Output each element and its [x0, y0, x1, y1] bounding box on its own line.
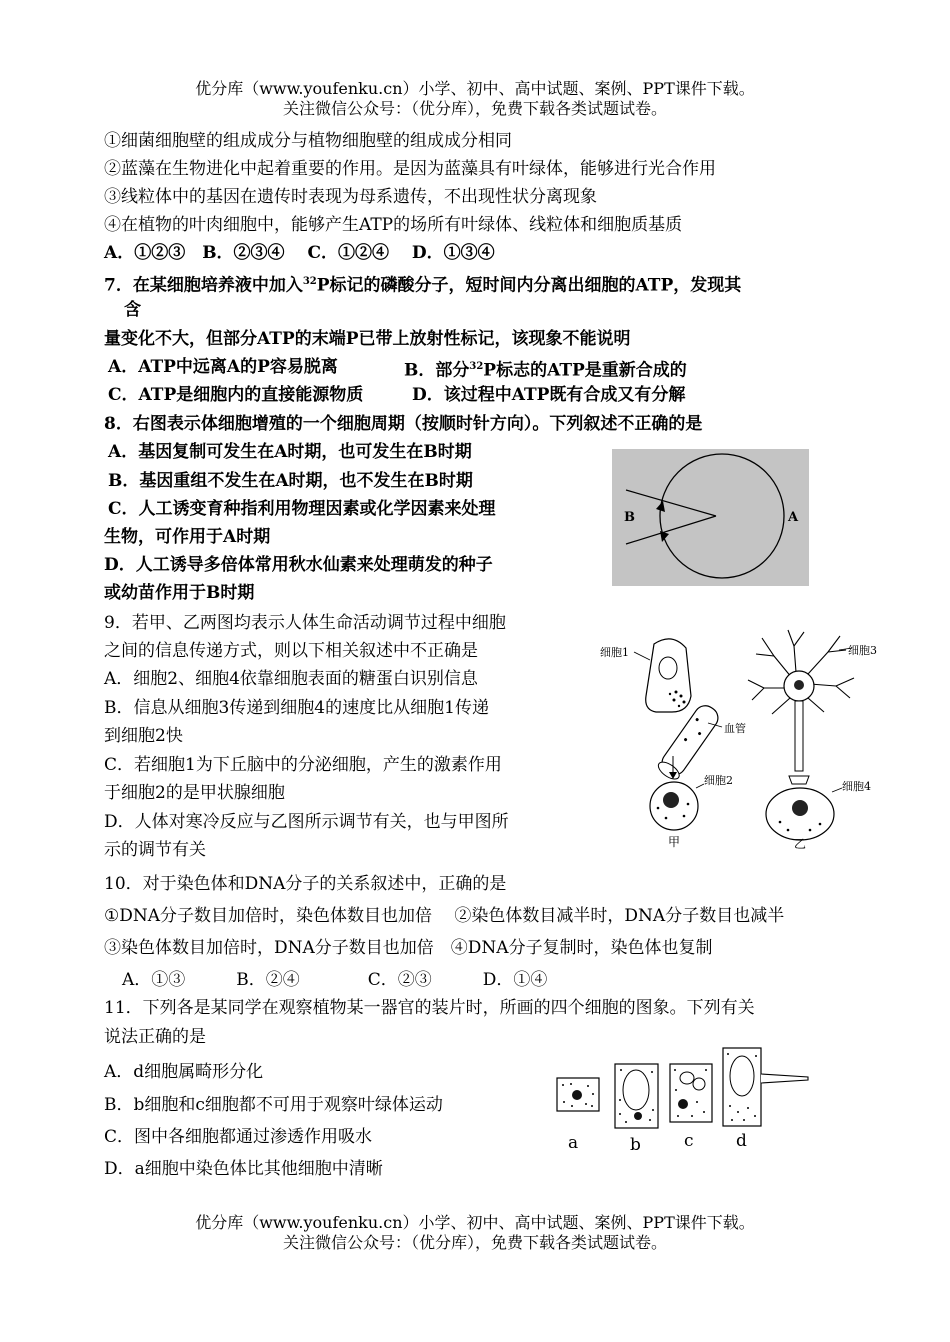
q9-option-b: B．信息从细胞3传递到细胞4的速度比从细胞1传递 [104, 698, 489, 718]
cell-b-vacuole [623, 1070, 649, 1110]
plant-cells-figure [552, 1040, 816, 1158]
q8-option-d-continued: 或幼苗作用于B时期 [104, 583, 255, 603]
q7-option-d: D．该过程中ATP既有合成又有分解 [412, 385, 686, 405]
q8-option-d: D．人工诱导多倍体常用秋水仙素来处理萌发的种子 [104, 555, 493, 575]
q7-stem [104, 271, 741, 297]
q7-superscript: 32 [302, 276, 317, 287]
q9-option-c: C．若细胞1为下丘脑中的分泌细胞，产生的激素作用 [104, 755, 502, 775]
label-cell-1: 细胞1 [600, 646, 629, 659]
footer-line-1: 优分库（www.youfenku.cn）小学、初中、高中试题、案例、PPT课件下载。 [195, 1213, 755, 1232]
q6-options: A．①②③ B．②③④ C．①②④ D．①③④ [104, 243, 495, 263]
q9-option-d: D．人体对寒冷反应与乙图所示调节有关，也与甲图所 [104, 812, 509, 832]
q8-stem: 8．右图表示体细胞增殖的一个细胞周期（按顺时针方向）。下列叙述不正确的是 [104, 414, 703, 434]
q9-option-b-continued: 到细胞2快 [104, 726, 183, 746]
q7-stem-part-b: P标记的磷酸分子，短时间内分离出细胞的ATP，发现其 [316, 275, 742, 296]
q11-option-a: A．d细胞属畸形分化 [104, 1062, 264, 1082]
q7-option-b-superscript: 32 [469, 361, 484, 372]
cell-d-root-hair [761, 1074, 808, 1083]
q6-statement-4: ④在植物的叶肉细胞中，能够产生ATP的场所有叶绿体、线粒体和细胞质基质 [104, 215, 683, 235]
cell-cycle-figure [612, 449, 809, 586]
synapse-terminal [789, 776, 809, 784]
cell-1-nucleus [659, 657, 677, 679]
q11-option-d: D．a细胞中染色体比其他细胞中清晰 [104, 1159, 383, 1179]
cell-label-d: d [736, 1131, 747, 1151]
cell-label-b: b [630, 1135, 641, 1155]
q10-options: A．①③ B．②④ C．②③ D．①④ [122, 970, 548, 990]
label-cell-4: 细胞4 [842, 780, 871, 793]
pointer-cell-4 [832, 788, 842, 792]
pointer-cell-1 [634, 652, 650, 660]
q6-statement-1: ①细菌细胞壁的组成成分与植物细胞壁的组成成分相同 [104, 131, 512, 151]
label-cell-2: 细胞2 [704, 774, 733, 787]
label-cell-3: 细胞3 [848, 644, 877, 657]
q7-option-b [404, 356, 687, 382]
q6-statement-3: ③线粒体中的基因在遗传时表现为母系遗传，不出现性状分离现象 [104, 187, 597, 207]
cell-c-vacuole-2 [693, 1078, 705, 1090]
q7-option-c: C．ATP是细胞内的直接能源物质 [108, 385, 364, 405]
q8-option-a: A．基因复制可发生在A时期，也可发生在B时期 [108, 442, 472, 462]
pointer-cell-2 [696, 784, 704, 788]
q10-stem: 10．对于染色体和DNA分子的关系叙述中，正确的是 [104, 874, 507, 894]
q11-option-b: B．b细胞和c细胞都不可用于观察叶绿体运动 [104, 1095, 443, 1115]
q9-option-d-continued: 示的调节有关 [104, 840, 206, 860]
q10-statements-row-1: ①DNA分子数目加倍时，染色体数目也加倍 ②染色体数目减半时，DNA分子数目也减半 [104, 906, 785, 926]
q9-option-c-continued: 于细胞2的是甲状腺细胞 [104, 783, 285, 803]
label-jia: 甲 [668, 835, 681, 849]
cell-cycle-label-a: A [788, 510, 799, 525]
q8-option-b: B．基因重组不发生在A时期，也不发生在B时期 [108, 471, 473, 491]
cell-signaling-figure [596, 626, 886, 856]
cell-3-nucleus [794, 680, 804, 690]
q7-option-b-part-2: P标志的ATP是重新合成的 [483, 360, 687, 381]
q8-option-c: C．人工诱变育种指利用物理因素或化学因素来处理 [108, 499, 496, 519]
q9-option-a: A．细胞2、细胞4依靠细胞表面的糖蛋白识别信息 [104, 669, 478, 689]
label-vessel: 血管 [724, 722, 746, 735]
q9-stem-continued: 之间的信息传递方式，则以下相关叙述中不正确是 [104, 641, 478, 661]
header-line-1: 优分库（www.youfenku.cn）小学、初中、高中试题、案例、PPT课件下载。 [195, 79, 755, 98]
footer-line-2: 关注微信公众号：（优分库），免费下载各类试题试卷。 [282, 1233, 667, 1252]
header-line-2: 关注微信公众号：（优分库），免费下载各类试题试卷。 [282, 99, 667, 118]
q7-option-a: A．ATP中远离A的P容易脱离 [108, 357, 338, 377]
cell-c-nucleus [678, 1099, 688, 1109]
q7-stem-wrap: 含 [124, 300, 141, 320]
cell-label-a: a [568, 1133, 579, 1153]
neuron-axon [795, 701, 803, 771]
q11-stem: 11．下列各是某同学在观察植物某一器官的装片时，所画的四个细胞的图象。下列有关 [104, 998, 755, 1018]
q6-statement-2: ②蓝藻在生物进化中起着重要的作用。是因为蓝藻具有叶绿体，能够进行光合作用 [104, 159, 716, 179]
cell-c-vacuole-1 [680, 1072, 694, 1084]
q7-stem-continued: 量变化不大，但部分ATP的末端P已带上放射性标记，该现象不能说明 [104, 329, 631, 349]
cell-4-nucleus [792, 800, 808, 816]
cell-d-vacuole [730, 1056, 754, 1096]
q11-option-c: C．图中各细胞都通过渗透作用吸水 [104, 1127, 373, 1147]
q8-option-c-continued: 生物，可作用于A时期 [104, 527, 271, 547]
blood-vessel [656, 701, 723, 782]
cell-cycle-label-b: B [624, 510, 635, 525]
q10-statements-row-2: ③染色体数目加倍时，DNA分子数目也加倍 ④DNA分子复制时，染色体也复制 [104, 938, 713, 958]
cell-label-c: c [684, 1131, 694, 1151]
q7-option-b-part-1: B．部分 [404, 360, 470, 381]
cell-a-nucleus [572, 1090, 582, 1100]
cell-2-nucleus [663, 792, 679, 808]
cell-b-nucleus [634, 1112, 642, 1120]
label-yi: 乙 [794, 837, 807, 851]
q7-stem-part-a: 7．在某细胞培养液中加入 [104, 275, 303, 296]
q11-stem-continued: 说法正确的是 [104, 1027, 206, 1047]
q9-stem: 9．若甲、乙两图均表示人体生命活动调节过程中细胞 [104, 613, 506, 633]
